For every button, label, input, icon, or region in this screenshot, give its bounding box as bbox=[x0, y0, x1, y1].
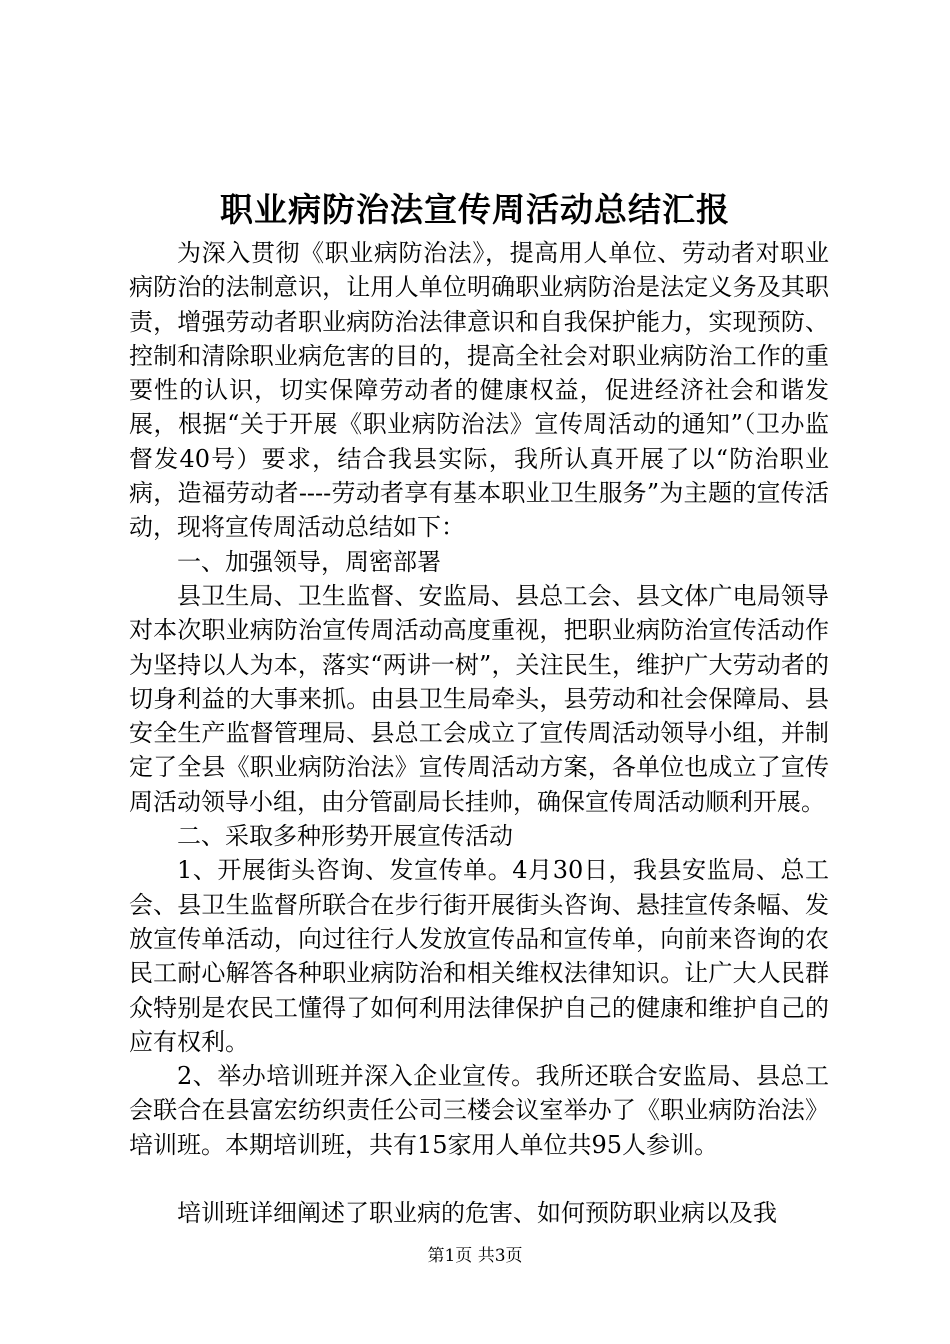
continuation-paragraph: 培训班详细阐述了职业病的危害、如何预防职业病以及我 bbox=[177, 1199, 777, 1228]
item-2-paragraph: 2、举办培训班并深入企业宣传。我所还联合安监局、县总工会联合在县富宏纺织责任公司三楼会议室举办了《职业病防治法》培训班。本期培训班，共有15家用人单位共95人参训。 bbox=[129, 1062, 829, 1159]
item-1-paragraph: 1、开展街头咨询、发宣传单。4月30日，我县安监局、总工会、县卫生监督所联合在步行街开展街头咨询、悬挂宣传条幅、发放宣传单活动，向过往行人发放宣传品和宣传单，向前来咨询的农民工耐心解答各种职业病防治和相关维权法律知识。让广大人民群众特别是农民工懂得了如何利用法律保护自己的健康和维护自己的应有权利。 bbox=[129, 856, 829, 1056]
document-title: 职业病防治法宣传周活动总结汇报 bbox=[220, 190, 730, 229]
section-heading-1: 一、加强领导，周密部署 bbox=[177, 547, 441, 576]
paragraph-gap bbox=[129, 1162, 829, 1196]
section-1-paragraph: 县卫生局、卫生监督、安监局、县总工会、县文体广电局领导对本次职业病防治宣传周活动高度重视，把职业病防治宣传活动作为坚持以人为本，落实“两讲一树”，关注民生，维护广大劳动者的切身利益的大事来抓。由县卫生局牵头，县劳动和社会保障局、县安全生产监督管理局、县总工会成立了宣传周活动领导小组，并制定了全县《职业病防治法》宣传周活动方案，各单位也成立了宣传周活动领导小组，由分管副局长挂帅，确保宣传周活动顺利开展。 bbox=[129, 581, 829, 816]
section-heading-2: 二、采取多种形势开展宣传活动 bbox=[177, 822, 513, 851]
page-number-footer: 第1页 共3页 bbox=[427, 1246, 523, 1266]
document-body bbox=[129, 236, 829, 1230]
intro-paragraph: 为深入贯彻《职业病防治法》，提高用人单位、劳动者对职业病防治的法制意识，让用人单位明确职业病防治是法定义务及其职责，增强劳动者职业病防治法律意识和自我保护能力，实现预防、控制和清除职业病危害的目的，提高全社会对职业病防治工作的重要性的认识，切实保障劳动者的健康权益，促进经济社会和谐发展，根据“关于开展《职业病防治法》宣传周活动的通知”（卫办监督发40号）要求，结合我县实际，我所认真开展了以“防治职业病，造福劳动者----劳动者享有基本职业卫生服务”为主题的宣传活动，现将宣传周活动总结如下： bbox=[129, 239, 829, 542]
